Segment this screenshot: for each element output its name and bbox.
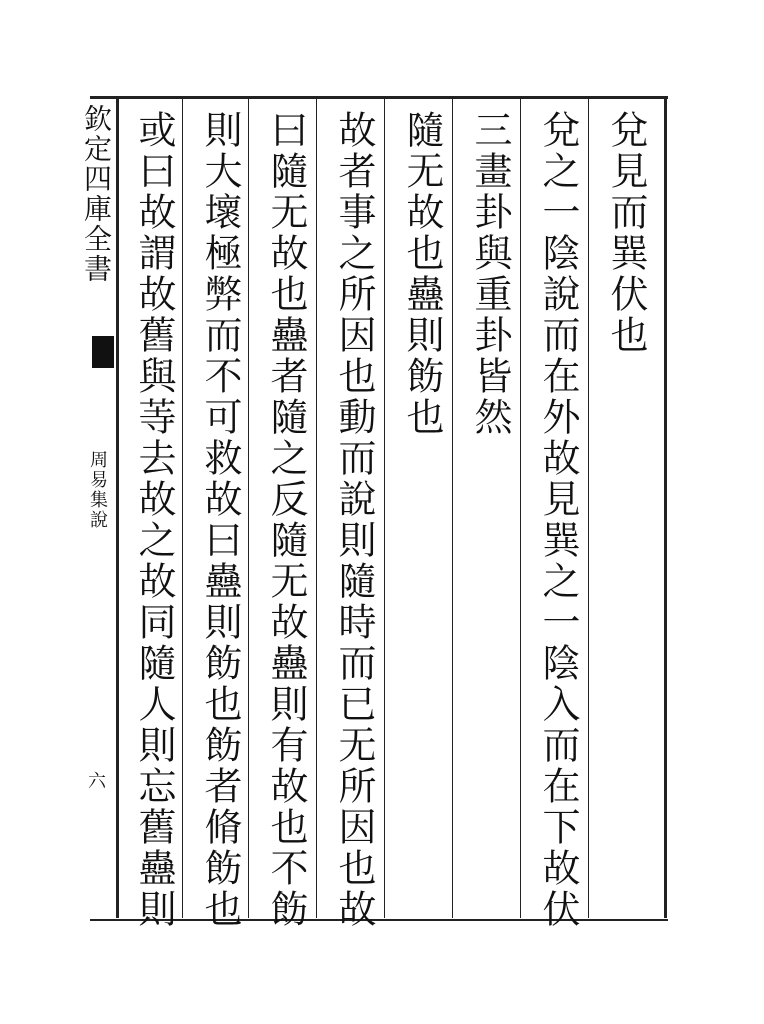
column-rule (588, 96, 589, 918)
text-column-5: 故者事之所因也動而說則隨時而已无所因也故 (332, 110, 376, 930)
text-column-4: 隨无故也蠱則飭也 (400, 110, 444, 438)
text-column-3: 三畫卦與重卦皆然 (468, 110, 512, 438)
margin-rule (116, 96, 119, 918)
library-title: 欽定四庫全書 (80, 104, 113, 284)
book-title: 周易集說 (87, 450, 108, 530)
text-column-8: 或曰故謂故舊與䓁去故之故同隨人則忘舊蠱則 (132, 110, 176, 930)
column-rule (248, 96, 249, 918)
text-column-1: 兌見而巽伏也 (604, 110, 648, 356)
column-rule (452, 96, 453, 918)
column-rule (316, 96, 317, 918)
fishtail-mark (92, 336, 114, 368)
text-column-7: 則大壞極弊而不可救故曰蠱則飭也飭者脩飭也 (198, 110, 242, 930)
page-number: 六 (88, 771, 106, 792)
column-rule (384, 96, 385, 918)
text-column-2: 兌之一陰說而在外故見巽之一陰入而在下故伏 (536, 110, 580, 930)
column-rule (520, 96, 521, 918)
text-column-6: 曰隨无故也蠱者隨之反隨无故蠱則有故也不飭 (264, 110, 308, 930)
page-right-border (664, 96, 667, 918)
column-rule (182, 96, 183, 918)
